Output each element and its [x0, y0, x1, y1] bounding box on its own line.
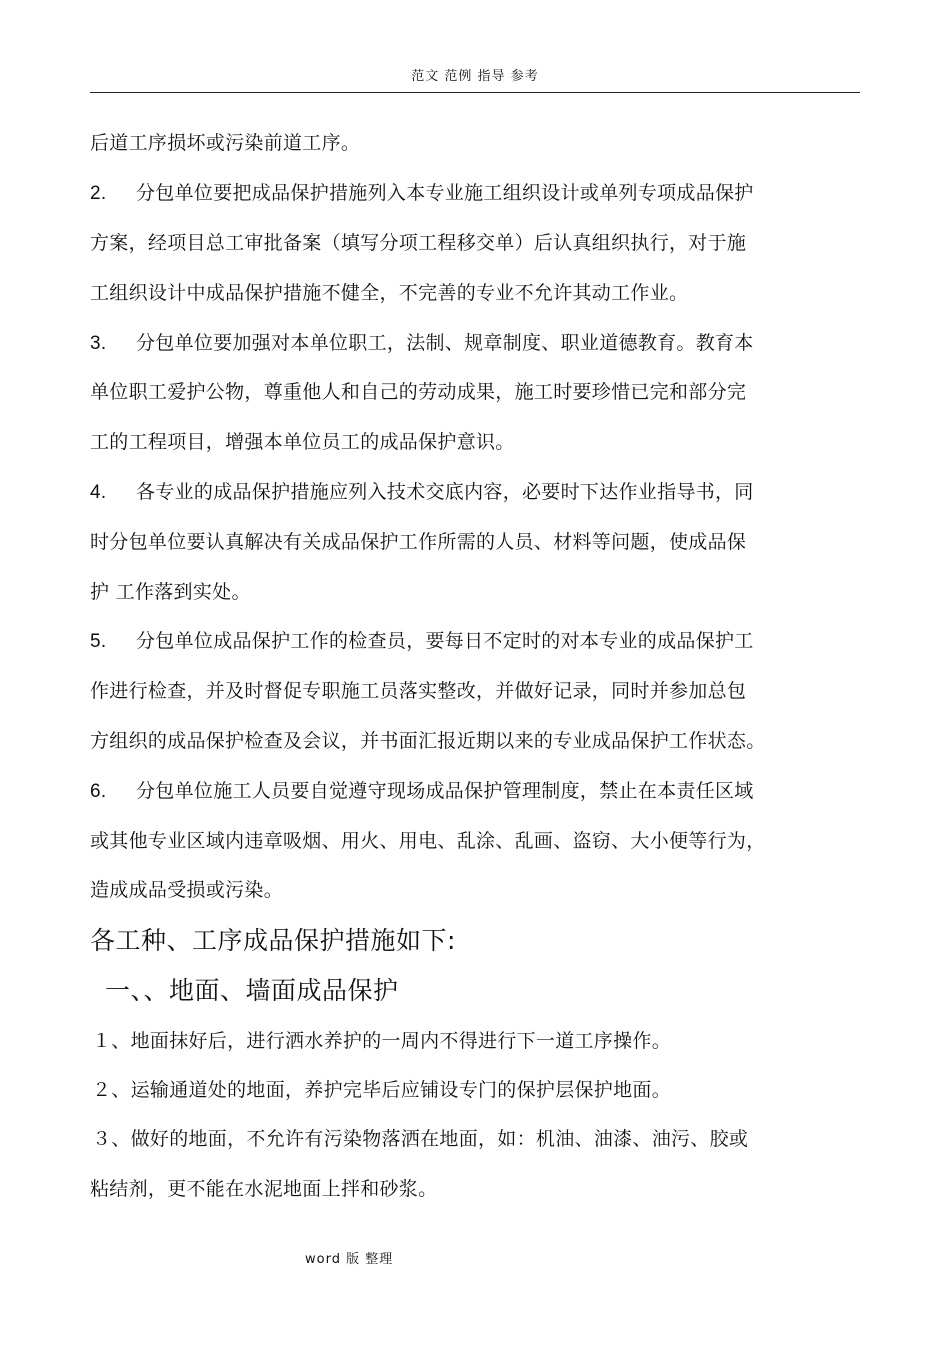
page-header: 范文 范例 指导 参考: [90, 66, 860, 93]
line-text: 单位职工爱护公物，尊重他人和自己的劳动成果，施工时要珍惜已完和部分完: [90, 381, 747, 403]
line-text: 工的工程项目，增强本单位员工的成品保护意识。: [90, 431, 515, 453]
list-item: ２、运输通道处的地面，养护完毕后应铺设专门的保护层保护地面。: [92, 1079, 672, 1101]
text-line: [90, 228, 746, 258]
text-line: [90, 128, 360, 158]
line-text: 作进行检查，并及时督促专职施工员落实整改，并做好记录，同时并参加总包: [90, 680, 747, 702]
section-heading: 各工种、工序成品保护措施如下:: [90, 926, 456, 955]
line-text: 或其他专业区域内违章吸烟、用火、用电、乱涂、乱画、盗窃、大小便等行为，: [90, 830, 766, 852]
text-line: [90, 377, 746, 407]
line-text: 各专业的成品保护措施应列入技术交底内容，必要时下达作业指导书，同: [136, 481, 754, 503]
page-footer: word 版 整理: [305, 1252, 394, 1267]
item-number: 5.: [90, 631, 107, 652]
text-line: [90, 477, 754, 508]
item-number: 2.: [90, 183, 107, 204]
text-line: [90, 776, 754, 807]
line-text: 分包单位要加强对本单位职工，法制、规章制度、职业道德教育。教育本: [136, 332, 754, 354]
text-line: [90, 676, 746, 706]
line-text: 分包单位施工人员要自觉遵守现场成品保护管理制度，禁止在本责任区域: [136, 780, 754, 802]
text-line: [90, 427, 515, 457]
text-line: [90, 726, 766, 756]
item-number: 6.: [90, 781, 107, 802]
line-text: 分包单位要把成品保护措施列入本专业施工组织设计或单列专项成品保护: [136, 182, 754, 204]
list-item: 粘结剂，更不能在水泥地面上拌和砂浆。: [90, 1178, 438, 1200]
list-item: １、地面抹好后，进行洒水养护的一周内不得进行下一道工序操作。: [92, 1030, 672, 1052]
text-line: [90, 527, 746, 557]
sub-heading: 一、、地面、墙面成品保护: [105, 976, 399, 1005]
text-line: [90, 875, 283, 905]
line-text: 方组织的成品保护检查及会议，并书面汇报近期以来的专业成品保护工作状态。: [90, 730, 766, 752]
text-line: [90, 626, 754, 657]
line-text: 后道工序损坏或污染前道工序。: [90, 132, 361, 154]
text-line: [90, 577, 251, 607]
line-text: 造成成品受损或污染。: [90, 879, 284, 901]
line-text: 时分包单位要认真解决有关成品保护工作所需的人员、材料等问题，使成品保: [90, 531, 747, 553]
item-number: 3.: [90, 333, 107, 354]
text-line: [90, 178, 754, 209]
line-text: 护 工作落到实处。: [90, 581, 251, 603]
line-text: 方案，经项目总工审批备案（填写分项工程移交单）后认真组织执行，对于施: [90, 232, 747, 254]
item-number: 4.: [90, 482, 107, 503]
list-item: ３、做好的地面，不允许有污染物落洒在地面，如：机油、油漆、油污、胶或: [92, 1128, 749, 1150]
text-line: [90, 278, 688, 308]
line-text: 分包单位成品保护工作的检查员，要每日不定时的对本专业的成品保护工: [136, 630, 754, 652]
text-line: [90, 328, 754, 359]
text-line: [90, 826, 766, 856]
line-text: 工组织设计中成品保护措施不健全，不完善的专业不允许其动工作业。: [90, 282, 689, 304]
